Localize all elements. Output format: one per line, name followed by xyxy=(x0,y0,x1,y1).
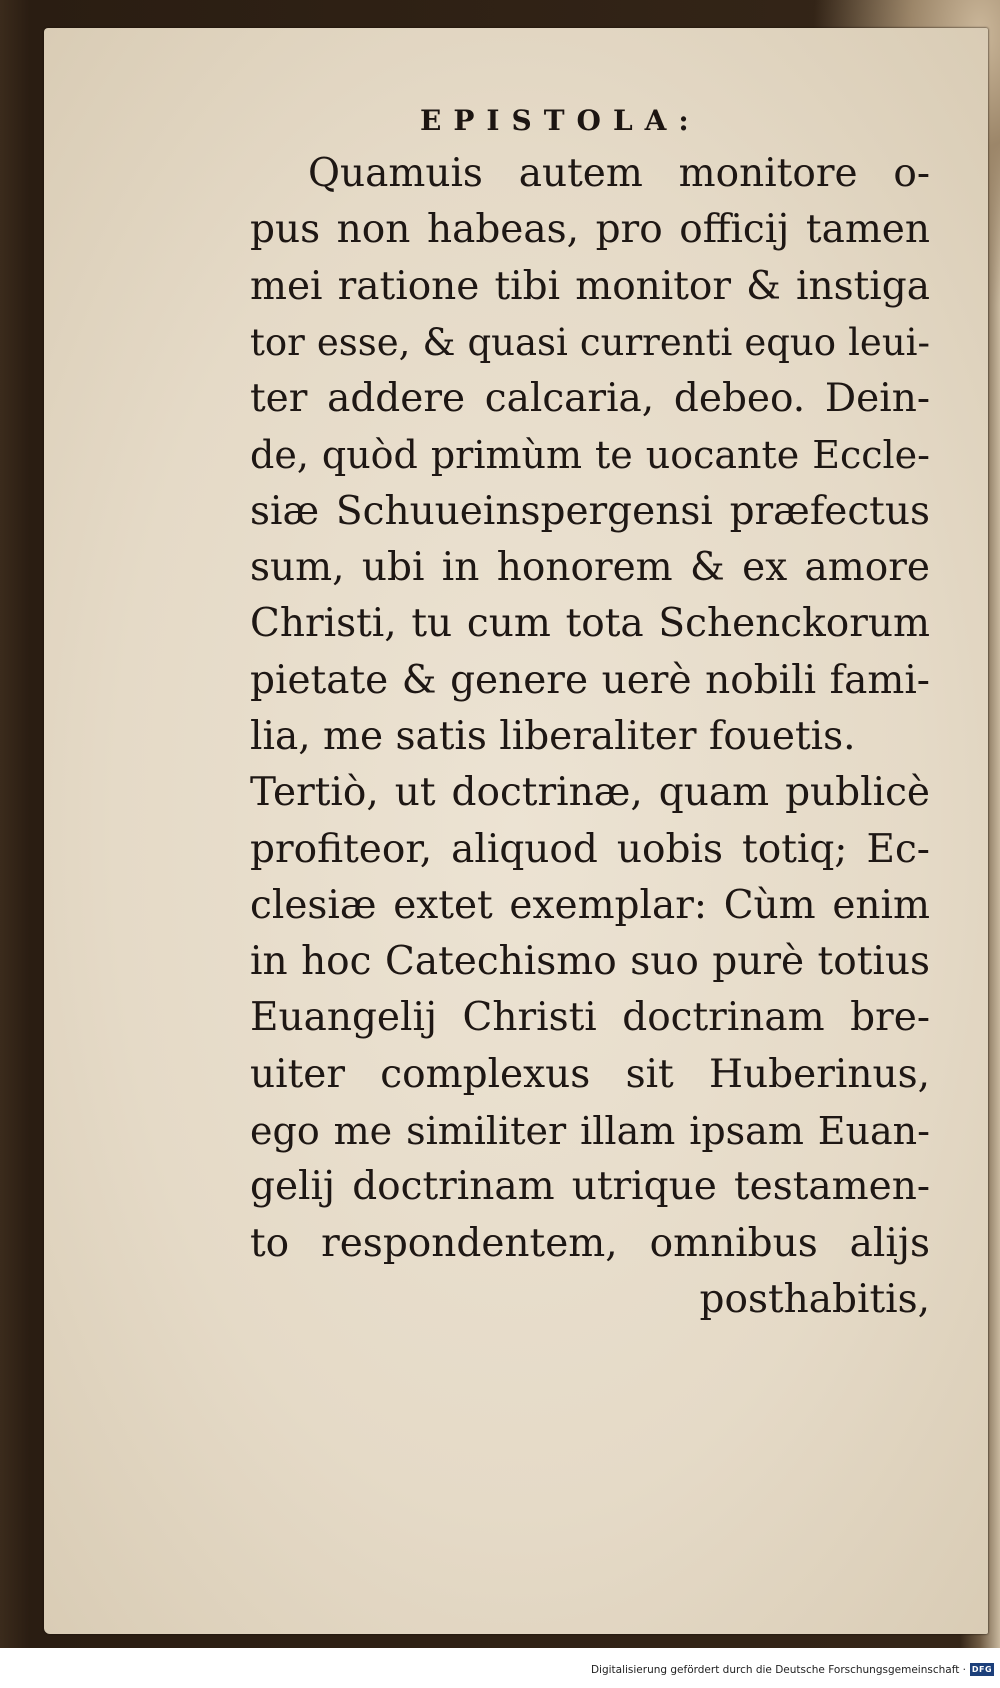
dfg-logo-icon: DFG xyxy=(971,1665,993,1674)
text-line: siæ Schuueinspergensi præfectus xyxy=(250,488,930,534)
text-line: mei ratione tibi monitor & instiga xyxy=(250,263,930,309)
text-line: Christi, tu cum tota Schenckorum xyxy=(250,601,930,647)
text-line: clesiæ extet exemplar: Cùm enim xyxy=(250,882,930,928)
text-line: lia, me satis liberaliter fouetis. xyxy=(250,713,856,759)
text-line: de, quòd primùm te uocante Eccle- xyxy=(250,433,930,478)
text-line: gelij doctrinam utrique testamen- xyxy=(250,1164,930,1210)
text-line: pietate & genere uerè nobili fami- xyxy=(250,657,930,703)
text-line: Euangelij Christi doctrinam bre- xyxy=(250,995,930,1041)
text-line: sum, ubi in honorem & ex amore xyxy=(250,545,930,591)
running-title: EPISTOLA: xyxy=(420,104,701,137)
text-line: Quamuis autem monitore o- xyxy=(308,151,930,196)
footer-bar xyxy=(0,1660,1000,1688)
page-text xyxy=(250,146,930,1328)
digitization-credit: Digitalisierung gefördert durch die Deutsche Forschungsgemeinschaft · xyxy=(590,1664,966,1676)
text-line: pus non habeas, pro officij tamen xyxy=(250,207,930,253)
text-line: in hoc Catechismo suo purè totius xyxy=(250,939,930,985)
text-line: ego me similiter illam ipsam Euan- xyxy=(250,1109,930,1154)
text-line: uiter complexus sit Huberinus, xyxy=(250,1051,930,1097)
text-line: profiteor, aliquod uobis totiq; Ec- xyxy=(250,826,930,872)
text-line: ter addere calcaria, debeo. Dein- xyxy=(250,376,930,422)
text-line: tor esse, & quasi currenti equo leui- xyxy=(250,320,930,364)
catchword: posthabitis, xyxy=(699,1276,930,1322)
text-line: to respondentem, omnibus alijs xyxy=(250,1220,930,1266)
text-line: Tertiò, ut doctrinæ, quam publicè xyxy=(250,770,930,816)
